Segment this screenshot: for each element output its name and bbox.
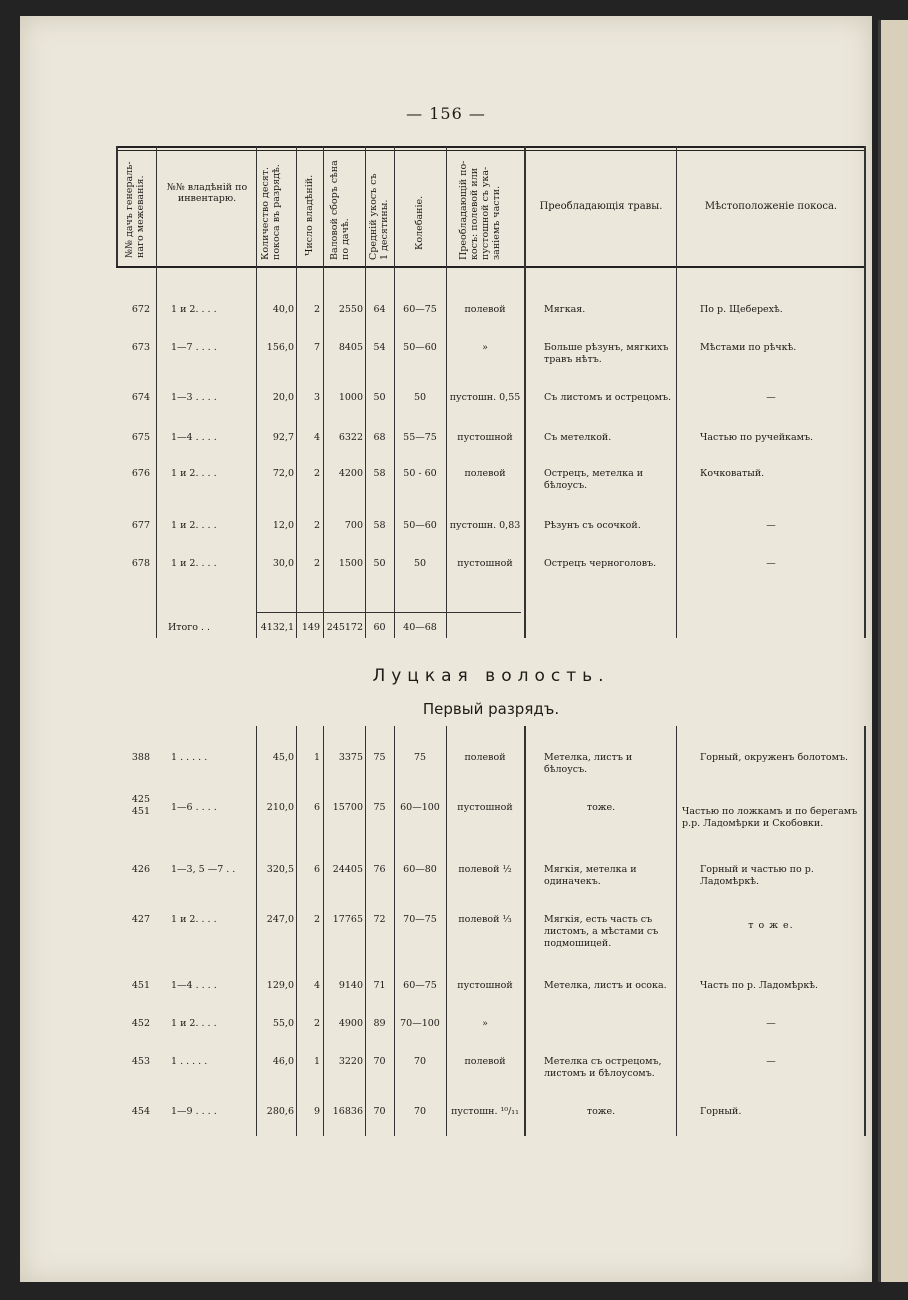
cell-dacha: 425 451	[131, 794, 150, 817]
cell-desyat: 280,6	[266, 1106, 294, 1117]
cell-location: Горный, окруженъ болотомъ.	[700, 752, 849, 763]
cell-dacha: 676	[131, 468, 150, 479]
header-vline	[323, 146, 324, 266]
cell-owners: 1—9 . . . .	[171, 1106, 217, 1117]
cell-count: 1	[313, 1056, 320, 1067]
body-vline	[524, 726, 526, 1136]
cell-desyat: 45,0	[272, 752, 294, 763]
cell-owners: 1 . . . . .	[171, 1056, 208, 1067]
cell-count: 6	[313, 864, 320, 875]
header-mow-line1: Преобладающій по-	[458, 160, 469, 260]
body-vline	[524, 266, 526, 638]
cell-mow: полевой	[464, 1056, 506, 1067]
body-vline	[394, 266, 395, 638]
cell-count: 2	[313, 558, 320, 569]
cell-desyat: 72,0	[272, 468, 294, 479]
cell-count: 6	[313, 802, 320, 813]
body-vline	[323, 726, 324, 1136]
cell-location: Частью по ложкамъ и по берегамъ р.р. Ладомѣрки и Скобовки.	[682, 806, 858, 829]
header-desyat-line2: покоса въ разрядѣ.	[271, 164, 282, 260]
header-avg	[368, 173, 390, 260]
cell-count: 4	[313, 980, 320, 991]
cell-mow: пустошн. 0,83	[449, 520, 521, 531]
header-location: Мѣстоположеніе покоса.	[704, 201, 838, 212]
cell-hay: 2550	[338, 304, 363, 315]
cell-avg: 70	[373, 1056, 386, 1067]
cell-grass: Острецъ черноголовъ.	[544, 558, 657, 569]
cell-owners: 1 . . . . .	[171, 752, 208, 763]
total-label: Итого . .	[168, 622, 211, 633]
cell-mow: пустошной	[457, 558, 513, 569]
cell-avg: 68	[373, 432, 386, 443]
cell-desyat: 46,0	[272, 1056, 294, 1067]
body-vline	[365, 726, 366, 1136]
header-vline	[446, 146, 447, 266]
cell-count: 1	[313, 752, 320, 763]
header-range: Колебаніе.	[414, 195, 425, 250]
body-vline	[365, 266, 366, 638]
cell-count: 2	[313, 914, 320, 925]
header-vline	[296, 146, 297, 266]
body-vline	[394, 726, 395, 1136]
cell-grass: Рѣзунъ съ осочкой.	[544, 520, 641, 531]
cell-grass: Метелка, листъ и осока.	[544, 980, 667, 991]
cell-location: —	[766, 392, 776, 403]
cell-hay: 24405	[332, 864, 363, 875]
cell-mow: пустошн. ¹⁰/₁₁	[451, 1106, 519, 1117]
cell-hay: 700	[344, 520, 363, 531]
cell-range: 55—75	[403, 432, 437, 443]
cell-location: Горный и частью по р. Ладомѣркѣ.	[700, 864, 814, 887]
body-vline	[676, 726, 677, 1136]
cell-avg: 58	[373, 468, 386, 479]
cell-mow: пустошной	[457, 432, 513, 443]
adjacent-page-edge	[878, 20, 908, 1282]
header-count: Число владѣній.	[304, 174, 315, 256]
cell-desyat: 30,0	[272, 558, 294, 569]
cell-dacha: 678	[131, 558, 150, 569]
header-dacha-line2: наго межеванія.	[135, 175, 146, 258]
cell-dacha: 452	[131, 1018, 150, 1029]
cell-hay: 9140	[338, 980, 363, 991]
total-avg: 60	[373, 622, 386, 633]
header-vline	[524, 146, 526, 266]
body-vline	[446, 726, 447, 1136]
cell-hay: 1500	[338, 558, 363, 569]
cell-hay: 3375	[338, 752, 363, 763]
cell-range: 60—75	[403, 304, 437, 315]
cell-avg: 71	[373, 980, 386, 991]
section-subtitle: Первый разрядъ.	[422, 700, 560, 718]
cell-grass: Съ метелкой.	[544, 432, 612, 443]
cell-owners: 1—3 . . . .	[171, 392, 217, 403]
header-vline	[256, 146, 257, 266]
cell-mow: полевой	[464, 752, 506, 763]
cell-range: 70—100	[400, 1018, 440, 1029]
total-range: 40—68	[403, 622, 437, 633]
cell-avg: 89	[373, 1018, 386, 1029]
header-mow-line3: пустошной съ ука-	[480, 166, 491, 260]
header-mow	[458, 161, 502, 260]
cell-range: 50—60	[403, 342, 437, 353]
body-vline	[676, 266, 677, 638]
header-vline	[365, 146, 366, 266]
cell-dacha: 677	[131, 520, 150, 531]
cell-avg: 64	[373, 304, 386, 315]
cell-owners: 1—6 . . . .	[171, 802, 217, 813]
cell-avg: 50	[373, 558, 386, 569]
cell-mow: пустошной	[457, 802, 513, 813]
total-count: 149	[301, 622, 320, 633]
header-vline	[394, 146, 395, 266]
cell-dacha: 672	[131, 304, 150, 315]
cell-range: 70—75	[403, 914, 437, 925]
body-vline	[256, 266, 257, 638]
cell-desyat: 40,0	[272, 304, 294, 315]
cell-mow: пустошной	[457, 980, 513, 991]
header-owners: №№ владѣній по инвентарю.	[166, 182, 248, 204]
cell-location: Частью по ручейкамъ.	[700, 432, 814, 443]
header-dacha	[124, 161, 146, 258]
cell-dacha: 454	[131, 1106, 150, 1117]
cell-location: Кочковатый.	[700, 468, 765, 479]
cell-dacha: 673	[131, 342, 150, 353]
header-hay-line2: по дачѣ.	[340, 218, 351, 260]
cell-avg: 75	[373, 802, 386, 813]
cell-desyat: 320,5	[266, 864, 294, 875]
cell-hay: 6322	[338, 432, 363, 443]
cell-grass: Съ листомъ и острецомъ.	[544, 392, 672, 403]
cell-grass: Мягкія, метелка и одиначекъ.	[544, 864, 637, 887]
cell-mow: полевой ½	[458, 864, 512, 875]
cell-mow: »	[482, 1018, 488, 1029]
cell-avg: 76	[373, 864, 386, 875]
cell-location: —	[766, 1018, 776, 1029]
header-vline	[116, 146, 118, 266]
cell-avg: 54	[373, 342, 386, 353]
body-vline	[446, 266, 447, 638]
cell-hay: 1000	[338, 392, 363, 403]
page-number: — 156 —	[406, 104, 486, 123]
cell-dacha: 388	[131, 752, 150, 763]
cell-range: 50—60	[403, 520, 437, 531]
table-top-rule-2	[116, 150, 866, 151]
cell-range: 60—80	[403, 864, 437, 875]
header-avg-line2: 1 десятины.	[379, 199, 390, 260]
cell-range: 75	[413, 752, 427, 763]
cell-grass: Метелка съ острецомъ, листомъ и бѣлоусомъ.	[544, 1056, 662, 1079]
header-mow-line4: заніемъ части.	[491, 185, 502, 260]
cell-owners: 1—3, 5 —7 . .	[171, 864, 236, 875]
cell-desyat: 55,0	[272, 1018, 294, 1029]
cell-hay: 3220	[338, 1056, 363, 1067]
cell-count: 2	[313, 1018, 320, 1029]
cell-location: —	[766, 520, 776, 531]
cell-owners: 1 и 2. . . .	[171, 1018, 217, 1029]
cell-location: —	[766, 1056, 776, 1067]
cell-grass: Метелка, листъ и бѣлоусъ.	[544, 752, 633, 775]
cell-location: Мѣстами по рѣчкѣ.	[700, 342, 797, 353]
header-grass: Преобладающія травы.	[539, 201, 663, 212]
cell-count: 4	[313, 432, 320, 443]
body-vline	[864, 726, 866, 1136]
total-hay: 245172	[326, 622, 363, 633]
cell-range: 70	[413, 1106, 427, 1117]
cell-mow: »	[482, 342, 488, 353]
hay-table	[116, 146, 866, 1136]
cell-hay: 15700	[332, 802, 363, 813]
header-vline	[156, 146, 157, 266]
cell-count: 2	[313, 304, 320, 315]
cell-location: —	[766, 558, 776, 569]
cell-count: 2	[313, 520, 320, 531]
cell-count: 2	[313, 468, 320, 479]
cell-dacha: 453	[131, 1056, 150, 1067]
cell-mow: пустошн. 0,55	[449, 392, 521, 403]
cell-avg: 58	[373, 520, 386, 531]
cell-owners: 1 и 2. . . .	[171, 468, 217, 479]
cell-desyat: 129,0	[266, 980, 294, 991]
cell-mow: полевой	[464, 468, 506, 479]
cell-location: По р. Щеберехѣ.	[700, 304, 783, 315]
cell-avg: 72	[373, 914, 386, 925]
cell-hay: 4900	[338, 1018, 363, 1029]
cell-owners: 1 и 2. . . .	[171, 520, 217, 531]
header-hay	[329, 160, 351, 260]
cell-mow: полевой	[464, 304, 506, 315]
cell-hay: 16836	[332, 1106, 363, 1117]
header-desyat-line1: Количество десят.	[260, 166, 271, 260]
cell-hay: 8405	[338, 342, 363, 353]
cell-owners: 1—4 . . . .	[171, 980, 217, 991]
cell-desyat: 92,7	[272, 432, 294, 443]
cell-range: 60—100	[400, 802, 440, 813]
cell-grass: Мягкія, есть часть съ листомъ, а мѣстами съ подмошицей.	[544, 914, 659, 949]
cell-owners: 1 и 2. . . .	[171, 914, 217, 925]
body-vline	[156, 266, 157, 638]
cell-range: 70	[413, 1056, 427, 1067]
section-title: Луцкая волость.	[372, 666, 610, 686]
cell-owners: 1 и 2. . . .	[171, 558, 217, 569]
header-hay-line1: Валовой сборъ сѣна	[329, 160, 340, 260]
cell-hay: 4200	[338, 468, 363, 479]
cell-mow: полевой ⅓	[458, 914, 512, 925]
cell-range: 50 - 60	[403, 468, 437, 479]
document-page	[20, 16, 872, 1282]
cell-desyat: 210,0	[266, 802, 294, 813]
cell-location: Часть по р. Ладомѣркѣ.	[700, 980, 819, 991]
cell-grass: Мягкая.	[544, 304, 586, 315]
cell-hay: 17765	[332, 914, 363, 925]
header-dacha-line1: №№ дачъ генераль-	[124, 161, 135, 258]
header-bottom-rule	[116, 266, 866, 268]
cell-desyat: 156,0	[266, 342, 294, 353]
body-vline	[296, 266, 297, 638]
cell-dacha: 451	[131, 980, 150, 991]
cell-grass: Острецъ, метелка и бѣлоусъ.	[544, 468, 644, 491]
cell-avg: 75	[373, 752, 386, 763]
cell-avg: 50	[373, 392, 386, 403]
header-vline	[864, 146, 866, 266]
cell-owners: 1—4 . . . .	[171, 432, 217, 443]
total-desyat: 4132,1	[260, 622, 294, 633]
cell-grass: тоже.	[586, 802, 616, 813]
body-vline	[296, 726, 297, 1136]
cell-range: 50	[413, 558, 427, 569]
cell-desyat: 247,0	[266, 914, 294, 925]
cell-count: 9	[313, 1106, 320, 1117]
cell-dacha: 675	[131, 432, 150, 443]
cell-range: 50	[413, 392, 427, 403]
header-vline	[676, 146, 677, 266]
cell-owners: 1—7 . . . .	[171, 342, 217, 353]
cell-dacha: 427	[131, 914, 150, 925]
cell-grass: тоже.	[586, 1106, 616, 1117]
body-vline	[256, 726, 257, 1136]
table-top-rule	[116, 146, 866, 148]
body-vline	[864, 266, 866, 638]
cell-range: 60—75	[403, 980, 437, 991]
header-mow-line2: косъ: полевой или	[469, 167, 480, 260]
cell-dacha: 426	[131, 864, 150, 875]
cell-owners: 1 и 2. . . .	[171, 304, 217, 315]
body-vline	[323, 266, 324, 638]
header-desyat	[260, 164, 282, 260]
cell-location: Горный.	[700, 1106, 742, 1117]
header-avg-line1: Средній укосъ съ	[368, 173, 379, 260]
cell-grass: Больше рѣзунъ, мягкихъ травъ нѣтъ.	[544, 342, 669, 365]
cell-count: 3	[313, 392, 320, 403]
cell-desyat: 20,0	[272, 392, 294, 403]
cell-desyat: 12,0	[272, 520, 294, 531]
cell-avg: 70	[373, 1106, 386, 1117]
cell-location: т о ж е.	[748, 920, 794, 931]
cell-dacha: 674	[131, 392, 150, 403]
cell-count: 7	[313, 342, 320, 353]
